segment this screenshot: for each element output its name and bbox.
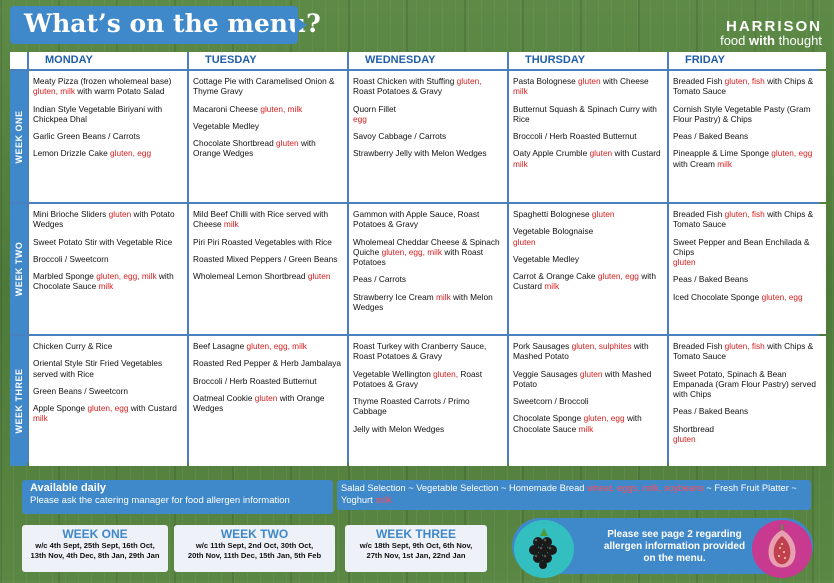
week-dates-line: w/c 4th Sept, 25th Sept, 16th Oct, — [35, 541, 155, 550]
menu-item — [193, 138, 343, 159]
dish-text: Chocolate Sponge — [513, 413, 584, 424]
menu-item — [513, 226, 663, 247]
dish-text: Indian Style Vegetable Biriyani with Chickpea Dhal — [33, 103, 165, 124]
menu-item — [33, 148, 183, 158]
allergen-text: gluten, egg — [771, 148, 813, 159]
menu-item — [193, 121, 343, 131]
week-dates-line: w/c 11th Sept, 2nd Oct, 30th Oct, — [195, 541, 314, 550]
table-corner — [10, 52, 27, 69]
menu-item — [673, 148, 822, 169]
week-one-dates — [22, 525, 168, 572]
logo-tagline-bold: with — [749, 33, 775, 48]
dish-text: Peas / Baked Beans — [673, 274, 749, 285]
allergen-text: gluten, sulphites — [571, 341, 632, 351]
dish-text: Strawberry Jelly with Melon Wedges — [353, 148, 487, 159]
dish-text: Chocolate Shortbread — [193, 138, 277, 149]
dish-text: Wholemeal Lemon Shortbread — [193, 271, 308, 282]
dish-text: Gammon with Apple Sauce, Roast Potatoes & Gravy — [353, 209, 482, 230]
dish-text: Butternut Squash & Spinach Curry with Rice — [513, 103, 660, 124]
salad-allergen: wheat, eggs, milk, soybeans — [587, 483, 704, 493]
menu-cell — [509, 71, 667, 202]
menu-cell — [509, 336, 667, 466]
menu-cell — [189, 204, 347, 334]
allergen-text: milk — [98, 281, 114, 292]
menu-cell — [509, 204, 667, 334]
week-dates-line: w/c 18th Sept, 9th Oct, 6th Nov, — [359, 541, 473, 550]
menu-item — [353, 341, 503, 362]
menu-item — [33, 271, 183, 292]
menu-cell — [669, 71, 826, 202]
allergen-text: milk — [33, 413, 48, 424]
menu-item — [673, 131, 822, 141]
dish-text: Broccoli / Sweetcorn — [33, 253, 109, 264]
menu-item — [33, 76, 183, 97]
dish-text: Veggie Sausages — [513, 368, 580, 379]
week-three-dates — [345, 525, 487, 572]
menu-item — [353, 424, 503, 434]
week-dates-title: WEEK THREE — [375, 527, 456, 541]
dish-text: Roasted Mixed Peppers / Green Beans — [193, 253, 338, 264]
dish-text: Sweet Potato Stir with Vegetable Rice — [33, 236, 173, 247]
menu-table — [10, 52, 819, 463]
dish-text: Roast Potatoes & Gravy — [353, 76, 484, 97]
menu-item — [353, 292, 503, 313]
allergen-text: milk — [578, 423, 594, 434]
harrison-logo — [720, 18, 822, 48]
dish-text: Marbled Sponge — [33, 271, 97, 282]
menu-item — [513, 254, 663, 264]
logo-name: HARRISON — [725, 18, 822, 35]
dish-text: Vegetable Medley — [193, 120, 259, 131]
week-label-text: WEEK THREE — [13, 368, 24, 434]
dish-text: with Potato Wedges — [33, 209, 177, 230]
menu-item — [33, 341, 183, 351]
dish-text: with Orange Wedges — [193, 138, 319, 159]
dish-text: with Chips & Tomato Sauce — [673, 76, 816, 97]
menu-item — [33, 131, 183, 141]
dish-text: Strawberry Ice Cream — [353, 291, 436, 302]
dish-text: Roast Chicken with Stuffing — [353, 76, 457, 86]
menu-item — [673, 292, 822, 302]
menu-item — [353, 131, 503, 141]
dish-text: Breaded Fish — [673, 341, 725, 351]
allergen-text: milk — [513, 86, 528, 97]
dish-text: Oriental Style Stir Fried Vegetables served with Rice — [33, 358, 165, 379]
menu-item — [33, 403, 183, 424]
dish-text: Peas / Baked Beans — [673, 406, 749, 417]
logo-tagline-post: thought — [775, 33, 822, 48]
dish-text: Garlic Green Beans / Carrots — [33, 131, 140, 142]
dish-text: Thyme Roasted Carrots / Primo Cabbage — [353, 396, 472, 417]
menu-item — [353, 396, 503, 417]
dish-text: Savoy Cabbage / Carrots — [353, 131, 447, 142]
dish-text: Apple Sponge — [33, 403, 88, 414]
menu-item — [193, 376, 343, 386]
dish-text: with Chocolate Sauce — [513, 413, 645, 434]
menu-item — [353, 369, 503, 390]
dish-text: Green Beans / Sweetcorn — [33, 385, 129, 396]
allergen-text: gluten, egg — [110, 148, 152, 159]
dish-text: Peas / Baked Beans — [673, 131, 749, 142]
menu-item — [33, 358, 183, 379]
dish-text: with Chocolate Sauce — [33, 271, 176, 292]
menu-item — [353, 148, 503, 158]
allergen-text: milk — [513, 158, 528, 169]
dish-text: with Custard — [128, 403, 180, 414]
menu-item — [33, 104, 183, 125]
menu-item — [513, 369, 663, 390]
allergen-text: gluten, fish — [724, 341, 765, 351]
dish-text: Breaded Fish — [673, 76, 725, 86]
menu-item — [193, 237, 343, 247]
menu-item — [673, 274, 822, 284]
menu-cell — [29, 336, 187, 466]
allergen-text: gluten — [254, 392, 278, 403]
allergen-text: gluten, egg — [761, 291, 803, 302]
allergen-text: milk — [436, 291, 451, 302]
dish-text: Pineapple & Lime Sponge — [673, 148, 772, 159]
dish-text: Shortbread — [673, 423, 715, 434]
dish-text: with Cheese — [600, 76, 651, 86]
allergen-text: gluten, egg — [583, 413, 625, 424]
dish-text: Roast Potatoes & Gravy — [353, 368, 485, 389]
menu-item — [513, 396, 663, 406]
allergen-text: gluten, egg, milk — [381, 246, 443, 257]
menu-item — [513, 148, 663, 169]
week-dates-title: WEEK TWO — [220, 527, 289, 541]
menu-item — [193, 393, 343, 414]
allergen-text: gluten — [579, 368, 603, 379]
allergen-note: Please see page 2 regarding allergen information provided on the menu. — [603, 529, 746, 564]
page-title: What’s on the menu? — [24, 9, 321, 38]
dish-text: with Orange Wedges — [193, 392, 327, 414]
menu-item — [193, 209, 343, 230]
dish-text: Vegetable Medley — [513, 253, 579, 264]
menu-cell — [349, 204, 507, 334]
menu-item — [33, 254, 183, 264]
menu-item — [353, 237, 503, 268]
menu-item — [193, 358, 343, 368]
allergen-text: gluten, egg — [597, 271, 639, 282]
menu-item — [513, 209, 663, 219]
fig-icon — [752, 520, 812, 578]
dish-text: with Custard — [612, 148, 663, 159]
dish-text: Oatmeal Cookie — [193, 392, 255, 403]
allergen-text: gluten — [673, 257, 696, 268]
menu-item — [33, 237, 183, 247]
dish-text: Piri Piri Roasted Vegetables with Rice — [193, 236, 332, 247]
week-dates-title: WEEK ONE — [62, 527, 128, 541]
dish-text: Chicken Curry & Rice — [33, 341, 113, 351]
dish-text: with Cream — [673, 148, 815, 169]
dish-text: Iced Chocolate Sponge — [673, 291, 762, 302]
salad-text: Salad Selection ~ Vegetable Selection ~ Homemade Bread — [341, 483, 588, 493]
logo-tagline — [720, 33, 822, 48]
menu-cell — [189, 71, 347, 202]
menu-item — [353, 104, 503, 125]
dish-text: Broccoli / Herb Roasted Butternut — [193, 375, 317, 386]
allergen-text: egg — [353, 113, 367, 124]
dish-text: Peas / Carrots — [353, 274, 407, 285]
allergen-text: gluten — [673, 434, 696, 445]
salad-selection-box — [337, 480, 811, 510]
dish-text: Cottage Pie with Caramelised Onion & Thyme Gravy — [193, 76, 337, 97]
allergen-text: gluten — [589, 148, 613, 159]
allergen-text: gluten, egg, milk — [246, 341, 307, 351]
salad-allergen: milk — [375, 495, 392, 505]
menu-item — [673, 237, 822, 268]
menu-item — [673, 341, 822, 362]
menu-cell — [669, 204, 826, 334]
menu-cell — [669, 336, 826, 466]
allergen-text: gluten, fish — [724, 76, 765, 86]
dish-text: Mild Beef Chilli with Rice served with Cheese — [193, 209, 331, 230]
dish-text: Sweet Pepper and Bean Enchilada & Chips — [673, 236, 812, 257]
menu-item — [193, 271, 343, 281]
allergen-text: gluten — [591, 209, 615, 219]
menu-item — [513, 131, 663, 141]
allergen-text: milk — [717, 158, 733, 169]
week-two-dates — [174, 525, 335, 572]
dish-text: Carrot & Orange Cake — [513, 271, 598, 282]
menu-cell — [189, 336, 347, 466]
available-daily-subtitle: Please ask the catering manager for food allergen information — [30, 495, 290, 506]
allergen-text: milk — [544, 281, 560, 292]
dish-text: Spaghetti Bolognese — [513, 209, 592, 219]
allergen-text: gluten, egg, milk — [96, 271, 157, 282]
dish-text: Jelly with Melon Wedges — [353, 423, 445, 434]
dish-text: Sweet Potato, Spinach & Bean Empanada (Gram Flour Pastry) served with Chips — [673, 368, 819, 400]
day-header: WEDNESDAY — [349, 52, 507, 69]
dish-text: with Chips & Tomato Sauce — [673, 209, 816, 230]
day-header: THURSDAY — [509, 52, 667, 69]
menu-item — [193, 341, 343, 351]
dish-text: Wholemeal Cheddar Cheese & Spinach Quiche — [353, 236, 502, 257]
menu-item — [513, 413, 663, 434]
allergen-text: gluten — [307, 271, 331, 282]
week-label-text: WEEK ONE — [13, 109, 24, 164]
menu-item — [673, 104, 822, 125]
allergen-text: gluten — [578, 76, 601, 86]
menu-item — [33, 386, 183, 396]
allergen-text: gluten — [513, 236, 536, 247]
week-label — [10, 336, 27, 466]
menu-item — [353, 209, 503, 230]
menu-cell — [349, 71, 507, 202]
dish-text: Oaty Apple Crumble — [513, 148, 590, 159]
dish-text: Cornish Style Vegetable Pasty (Gram Flour Pastry) & Chips — [673, 103, 813, 124]
allergen-text: gluten, — [456, 76, 482, 86]
dish-text: Broccoli / Herb Roasted Butternut — [513, 131, 637, 142]
dish-text: Roast Turkey with Cranberry Sauce, Roast Potatoes & Gravy — [353, 341, 489, 362]
day-header: TUESDAY — [189, 52, 347, 69]
dish-text: Beef Lasagne — [193, 341, 247, 351]
menu-item — [33, 209, 183, 230]
dish-text: with Mashed Potato — [513, 341, 651, 362]
menu-item — [673, 369, 822, 400]
dish-text: Roasted Red Pepper & Herb Jambalaya — [193, 358, 342, 369]
menu-item — [353, 274, 503, 284]
day-header: FRIDAY — [669, 52, 826, 69]
dish-text: Vegetable Bolognaise — [513, 226, 594, 237]
week-label — [10, 71, 27, 202]
dish-text: Pork Sausages — [513, 341, 572, 351]
blackberry-icon — [514, 520, 574, 578]
menu-item — [673, 406, 822, 416]
day-header: MONDAY — [29, 52, 187, 69]
dish-text: with Chips & Tomato Sauce — [673, 341, 816, 362]
menu-item — [673, 76, 822, 97]
allergen-text: gluten, egg — [87, 403, 129, 414]
menu-item — [513, 76, 663, 97]
week-dates-line: 20th Nov, 11th Dec, 15th Jan, 5th Feb — [187, 551, 322, 560]
menu-item — [353, 76, 503, 97]
allergen-text: gluten, fish — [724, 209, 765, 219]
week-label-text: WEEK TWO — [13, 241, 24, 297]
menu-cell — [29, 71, 187, 202]
dish-text: with Melon Wedges — [353, 291, 496, 313]
week-dates-line: 13th Nov, 4th Dec, 8th Jan, 29th Jan — [30, 551, 160, 560]
allergen-text: gluten, milk — [33, 86, 75, 97]
allergen-text: gluten, milk — [260, 103, 303, 114]
dish-text: with Roast Potatoes — [353, 246, 486, 268]
allergen-text: gluten — [108, 209, 132, 219]
dish-text: Quorn Fillet — [353, 103, 396, 114]
allergen-text: gluten, — [433, 368, 459, 379]
menu-item — [513, 104, 663, 125]
dish-text: Macaroni Cheese — [193, 103, 261, 114]
dish-text: Breaded Fish — [673, 209, 725, 219]
dish-text: Meaty Pizza (frozen wholemeal base) — [33, 76, 174, 86]
dish-text: Lemon Drizzle Cake — [33, 148, 111, 159]
dish-text: Vegetable Wellington — [353, 368, 434, 379]
menu-cell — [349, 336, 507, 466]
allergen-text: gluten — [276, 138, 299, 149]
menu-item — [673, 424, 822, 445]
menu-item — [513, 271, 663, 292]
menu-item — [193, 254, 343, 264]
menu-item — [193, 104, 343, 114]
menu-item — [193, 76, 343, 97]
dish-text: Sweetcorn / Broccoli — [513, 396, 589, 407]
dish-text: with Mashed Potato — [513, 368, 654, 389]
dish-text: Mini Brioche Sliders — [33, 209, 109, 219]
dish-text: with warm Potato Salad — [74, 86, 165, 97]
available-daily-title: Available daily — [30, 482, 107, 494]
logo-tagline-pre: food — [720, 33, 749, 48]
salad-text: ~ Fresh Fruit Platter ~ Yoghurt — [341, 483, 797, 505]
week-dates-line: 27th Nov, 1st Jan, 22nd Jan — [366, 551, 466, 560]
menu-cell — [29, 204, 187, 334]
dish-text: with Custard — [513, 271, 659, 292]
week-label — [10, 204, 27, 334]
menu-item — [513, 341, 663, 362]
dish-text: Pasta Bolognese — [513, 76, 579, 86]
allergen-text: milk — [223, 219, 239, 230]
menu-item — [673, 209, 822, 230]
available-daily-box — [22, 480, 333, 514]
title-banner — [10, 6, 321, 44]
